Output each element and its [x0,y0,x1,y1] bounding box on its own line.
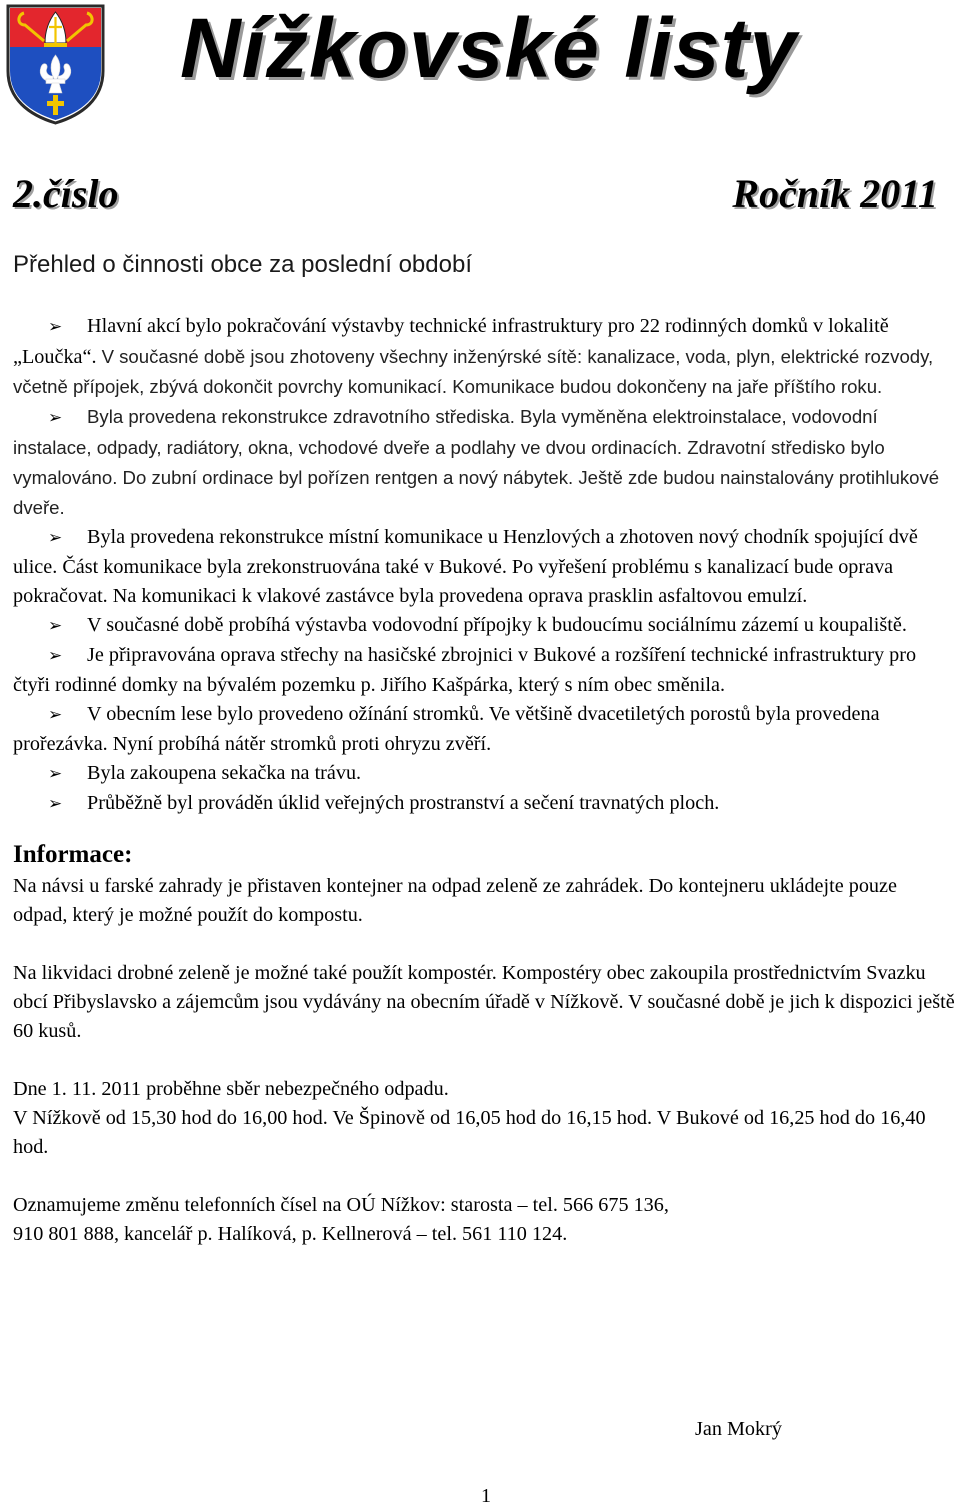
list-item-text: Byla zakoupena sekačka na trávu. [87,762,362,784]
hazardous-waste-times: V Nížkově od 15,30 hod do 16,00 hod. Ve Špinově od 16,05 hod do 16,15 hod. V Bukové od 16,25 hod do 16,40 hod. [13,1107,926,1158]
list-item-text: Byla provedena rekonstrukce zdravotního střediska. Byla vyměněna elektroinstalace, vodovodní instalace, odpady, radiátory, okna, vchodové dveře a podlahy ve dvou ordinacích. Zdravotní středisko bylo vymalováno. Do zubní ordinace byl pořízen rentgen a nový nábytek. Ještě zde budou nainstalovány protihlukové dveře. [13,406,940,518]
author-signature: Jan Mokrý [695,1418,782,1440]
arrow-bullet-icon: ➢ [48,528,63,548]
arrow-bullet-icon: ➢ [48,794,63,814]
coat-of-arms-logo [4,3,107,125]
arrow-bullet-icon: ➢ [48,616,63,636]
list-item-text: Byla provedena rekonstrukce místní komunikace u Henzlových a zhotoven nový chodník spojující dvě ulice. Část komunikace byla zrekonstruována také v Bukové. Po vyřešení problému s kanalizací bude oprava pokračovat. Na komunikaci k vlakové zastávce byla provedena oprava prasklin asfaltovou emulzí. [13,526,918,607]
phone-change-line-2: 910 801 888, kancelář p. Halíková, p. Kellnerová – tel. 561 110 124. [13,1223,568,1245]
list-item [13,611,955,641]
list-item-text: Je připravována oprava střechy na hasičské zbrojnici v Bukové a rozšíření technické infrastruktury pro čtyři rodinné domky na bývalém pozemku p. Jiřího Kašpárka, který s ním obec směnila. [13,644,917,696]
list-item-text: V obecním lese bylo provedeno ožínání stromků. Ve většině dvacetiletých porostů byla provedena prořezávka. Nyní probíhá nátěr stromků proti ohryzu zvěří. [13,703,880,755]
composters-paragraph: Na likvidaci drobné zeleně je možné také použít kompostér. Kompostéry obec zakoupila prostřednictvím Svazku obcí Přibyslavsko a zájemcům jsou vydávány na obecním úřadě v Nížkově. V současné době je jich k dispozici ještě 60 kusů. [13,962,955,1042]
issue-bar [13,170,938,220]
arrow-bullet-icon: ➢ [48,764,63,784]
compost-container-paragraph: Na návsi u farské zahrady je přistaven kontejner na odpad zeleně ze zahrádek. Do kontejneru ukládejte pouze odpad, který je možné použít do kompostu. [13,875,897,926]
article-body [13,312,955,1249]
arrow-bullet-icon: ➢ [48,705,63,725]
list-item [13,759,955,789]
issue-number: 2.číslo [13,171,119,216]
newsletter-title: Nížkovské listy [180,1,798,95]
list-item [13,312,955,402]
list-item [13,700,955,759]
list-item-text: Průběžně byl prováděn úklid veřejných prostranství a sečení travnatých ploch. [87,792,720,814]
activity-list [13,312,955,819]
page-number: 1 [481,1485,491,1507]
volume-year: Ročník 2011 [732,171,938,216]
list-item-text: Hlavní akcí bylo pokračování výstavby technické infrastruktury pro 22 rodinných domků v lokalitě „Loučka“. [13,315,889,368]
list-item [13,402,955,523]
list-item [13,523,955,611]
information-heading: Informace: [13,841,133,868]
hazardous-waste-date: Dne 1. 11. 2011 proběhne sběr nebezpečného odpadu. [13,1078,449,1100]
list-item [13,641,955,700]
overview-heading: Přehled o činnosti obce za poslední období [13,251,472,278]
list-item-text: V současné době jsou zhotoveny všechny inženýrské sítě: kanalizace, voda, plyn, elektrické rozvody, včetně přípojek, zbývá dokončit povrchy komunikací. Komunikace budou dokončeny na jaře příštího roku. [13,346,934,397]
arrow-bullet-icon: ➢ [48,646,63,666]
arrow-bullet-icon: ➢ [48,317,63,337]
phone-change-line-1: Oznamujeme změnu telefonních čísel na OÚ Nížkov: starosta – tel. 566 675 136, [13,1194,669,1216]
list-item-text: V současné době probíhá výstavba vodovodní přípojky k budoucímu sociálnímu zázemí u koupaliště. [87,614,907,636]
list-item [13,789,955,819]
arrow-bullet-icon: ➢ [48,408,63,428]
